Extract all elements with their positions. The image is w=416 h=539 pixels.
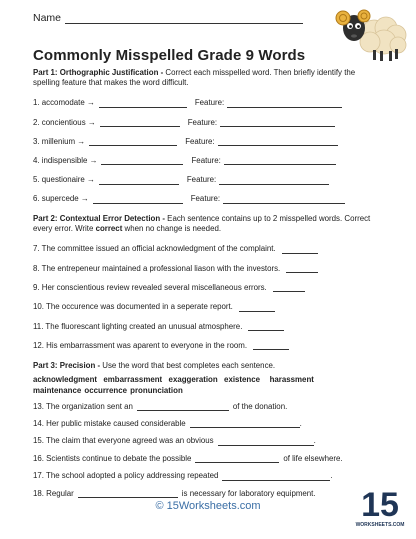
question-text: 10. The occurence was documented in a seperate report.: [33, 302, 233, 312]
feature-blank[interactable]: [218, 137, 338, 146]
question-text-end: of life elsewhere.: [283, 453, 343, 463]
question-text-end: of the donation.: [232, 401, 288, 411]
answer-blank[interactable]: [78, 489, 178, 498]
answer-blank[interactable]: [99, 176, 179, 185]
sheep-icon: [328, 2, 410, 64]
word-bank-line: maintenance occurrence pronunciation: [33, 385, 183, 395]
answer-blank[interactable]: [253, 341, 289, 350]
logo-caption: WORKSHEETS.COM: [355, 522, 405, 528]
question-text: 9. Her conscientious review revealed several miscellaneous errors.: [33, 282, 267, 292]
answer-blank[interactable]: [93, 195, 183, 204]
question-7: [33, 240, 383, 259]
question-1: [33, 94, 383, 113]
answer-blank[interactable]: [239, 303, 275, 312]
answer-blank[interactable]: [222, 471, 333, 481]
question-16: [33, 450, 383, 467]
question-text: 11. The fluorescant lighting created an unusual atmosphere.: [33, 321, 243, 331]
feature-label: Feature:: [194, 98, 225, 108]
part-2-title: Part 2: Contextual Error Detection -: [33, 213, 165, 223]
site-logo: [355, 480, 405, 530]
part-3-heading: [33, 361, 383, 371]
question-15: [33, 433, 383, 450]
question-text: 3. millenium →: [33, 136, 86, 146]
part-1-heading: [33, 68, 383, 88]
answer-blank[interactable]: [218, 437, 314, 446]
part-2-heading: [33, 214, 383, 234]
answer-blank[interactable]: [282, 245, 318, 254]
question-9: [33, 278, 383, 297]
question-text: 2. concientious →: [33, 117, 96, 127]
question-text-end: .: [330, 471, 333, 481]
page-title: Commonly Misspelled Grade 9 Words: [33, 47, 306, 64]
question-6: [33, 190, 383, 209]
part-1-instructions: Correct each misspelled word. Then briefly identify the spelling feature that makes the word difficult.: [33, 68, 356, 87]
question-text: 4. indispensible →: [33, 155, 98, 165]
answer-blank[interactable]: [195, 454, 279, 463]
answer-blank[interactable]: [100, 118, 180, 127]
question-text: 7. The committee issued an official acknowledgment of the complaint.: [33, 244, 276, 254]
feature-blank[interactable]: [219, 176, 329, 185]
name-label: Name: [33, 12, 62, 24]
feature-label: Feature:: [185, 136, 215, 146]
question-text: 1. accomodate →: [33, 98, 95, 108]
footer-link[interactable]: © 15Worksheets.com: [155, 500, 261, 512]
question-14: [33, 415, 383, 432]
part-3-instructions: Use the word that best completes each sentence.: [100, 361, 276, 371]
part-2-instructions: Each sentence contains up to 2 misspelled words. Correct every error. Write: [33, 213, 371, 233]
feature-label: Feature:: [191, 155, 221, 165]
answer-blank[interactable]: [89, 137, 177, 146]
logo-number: 15: [361, 486, 399, 524]
question-8: [33, 259, 383, 278]
question-11: [33, 317, 383, 336]
question-text: 17. The school adopted a policy addressing repeated: [33, 471, 219, 481]
question-4: [33, 151, 383, 170]
word-bank: [33, 375, 383, 396]
feature-blank[interactable]: [223, 195, 345, 204]
question-text-end: .: [299, 418, 302, 428]
question-text: 5. questionaire →: [33, 175, 95, 185]
name-input-line[interactable]: [65, 13, 303, 24]
answer-blank[interactable]: [273, 283, 305, 292]
part-3-section: [33, 361, 383, 502]
question-text: 8. The entrepeneur maintained a professional liason with the investors.: [33, 263, 281, 273]
answer-blank[interactable]: [137, 402, 229, 411]
question-17: [33, 467, 383, 484]
worksheet-content: [33, 68, 383, 502]
question-text: 6. supercede →: [33, 194, 89, 204]
part-1-title: Part 1: Orthographic Justification -: [33, 68, 164, 77]
feature-blank[interactable]: [220, 118, 335, 127]
answer-blank[interactable]: [101, 156, 183, 165]
footer: [0, 500, 416, 512]
question-2: [33, 113, 383, 132]
feature-label: Feature:: [190, 194, 221, 204]
question-text: 12. His embarrassment was aparent to everyone in the room.: [33, 340, 248, 350]
word-bank-line: acknowledgment embarrassment exaggeration existence harassment: [33, 375, 314, 385]
part-2-instructions-bold: correct: [95, 223, 123, 233]
feature-label: Feature:: [186, 175, 217, 185]
part-2-section: [33, 214, 383, 356]
part-2-instructions-end: when no change is needed.: [122, 223, 222, 233]
answer-blank[interactable]: [190, 419, 300, 428]
question-text: 14. Her public mistake caused considerable: [33, 418, 186, 428]
question-10: [33, 298, 383, 317]
question-text: 18. Regular: [33, 488, 74, 498]
feature-blank[interactable]: [227, 99, 342, 108]
question-3: [33, 132, 383, 151]
question-text-end: is necessary for laboratory equipment.: [181, 488, 316, 498]
question-text: 13. The organization sent an: [33, 401, 133, 411]
answer-blank[interactable]: [99, 99, 187, 108]
part-1-section: [33, 68, 383, 209]
feature-blank[interactable]: [224, 156, 336, 165]
name-row: [33, 12, 333, 24]
question-5: [33, 171, 383, 190]
question-12: [33, 336, 383, 355]
question-text: 16. Scientists continue to debate the possible: [33, 453, 192, 463]
question-text-end: .: [313, 436, 316, 446]
question-13: [33, 398, 383, 415]
feature-label: Feature:: [187, 117, 218, 127]
answer-blank[interactable]: [248, 322, 284, 331]
part-3-title: Part 3: Precision -: [33, 361, 101, 371]
question-text: 15. The claim that everyone agreed was an obvious: [33, 436, 214, 446]
answer-blank[interactable]: [286, 264, 318, 273]
